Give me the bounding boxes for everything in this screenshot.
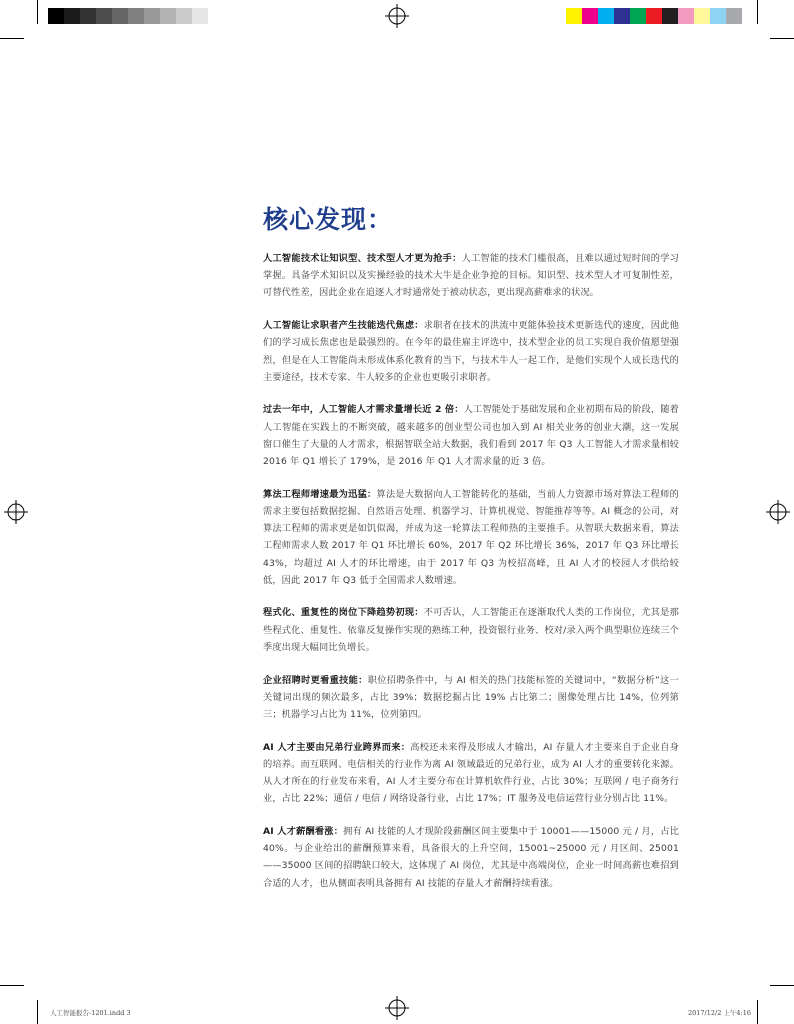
crop-mark — [37, 0, 38, 24]
finding-lead: 人工智能让求职者产生技能迭代焦虑： — [263, 320, 424, 332]
registration-mark-icon — [766, 500, 790, 524]
color-swatch — [614, 8, 630, 24]
color-swatch — [582, 8, 598, 24]
color-swatch — [144, 8, 160, 24]
registration-mark-icon — [4, 500, 28, 524]
crop-mark — [0, 38, 24, 39]
color-swatch — [128, 8, 144, 24]
color-swatch — [662, 8, 678, 24]
finding-paragraph — [263, 317, 679, 386]
crop-mark — [770, 985, 794, 986]
registration-mark-icon — [385, 996, 409, 1020]
color-swatch — [678, 8, 694, 24]
finding-paragraph — [263, 604, 679, 656]
registration-mark-icon — [385, 4, 409, 28]
finding-body: 拥有 AI 技能的人才现阶段薪酬区间主要集中于 10001——15000 元 / 月，占比 40%。与企业给出的薪酬预算来看，具备很大的上升空间，15001~25000 元 / 月区间、25001——35000 区间的招聘缺口较大，这体现了 AI 岗位，尤其是中高端岗位，企业一时间高薪也难招到合适的人才，也从侧面表明具备拥有 AI 技能的存量人才薪酬持续看涨。 — [263, 825, 679, 889]
finding-body: 不可否认，人工智能正在逐渐取代人类的工作岗位，尤其是那些程式化、重复性、依靠反复操作实现的熟练工种，投资银行业务、校对/录入两个典型职位连续三个季度出现大幅同比负增长。 — [263, 607, 679, 653]
finding-paragraph — [263, 401, 679, 470]
print-slug-filename: 人工智能报告-1201.indd 3 — [50, 1009, 131, 1017]
key-findings-section — [263, 200, 679, 907]
color-swatch — [694, 8, 710, 24]
page-title: 核心发现： — [263, 205, 394, 234]
color-swatch — [80, 8, 96, 24]
color-swatch — [48, 8, 64, 24]
finding-lead: AI 人才主要由兄弟行业跨界而来： — [263, 741, 411, 753]
grayscale-color-bar — [48, 8, 208, 24]
finding-body: 职位招聘条件中，与 AI 相关的热门技能标签的关键词中，“数据分析”这一关键词出现的频次最多，占比 39%；数据挖掘占比 19% 占比第二；图像处理占比 14%，位列第三；机器学习占比为 11%，位列第四。 — [263, 674, 679, 720]
finding-body: 求职者在技术的洪流中更能体验技术更新迭代的速度，因此他们的学习成长焦虑也是最强烈的。在今年的最佳雇主评选中，技术型企业的员工实现自我价值愿望强烈，但是在人工智能尚未形成体系化教育的当下，与技术牛人一起工作，是他们实现个人成长迭代的主要途径，技术专家、牛人较多的企业也更吸引求职者。 — [263, 320, 679, 383]
color-swatch — [646, 8, 662, 24]
finding-paragraph — [263, 823, 679, 892]
finding-body: 人工智能处于基础发展和企业初期布局的阶段，随着人工智能在实践上的不断突破，越来越多的创业型公司也加入到 AI 相关业务的创业大潮，这一发展窗口催生了大量的人才需求，根据智联全站大数据，我们看到 2017 年 Q3 人工智能人才需求量相较 2016 年 Q1 增长了 179%，是 2016 年 Q1 人才需求量的近 3 倍。 — [263, 404, 679, 468]
color-swatch — [726, 8, 742, 24]
finding-body: 人工智能的技术门槛很高，且难以通过短时间的学习掌握。具备学术知识以及实操经验的技术大牛是企业争抢的目标。知识型、技术型人才可复制性差，可替代性差，因此企业在追逐人才时通常处于被动状态，更出现高薪难求的状况。 — [263, 253, 680, 299]
finding-body: 高校还未来得及形成人才输出，AI 存量人才主要来自于企业自身的培养。而互联网、电信相关的行业作为离 AI 领域最近的兄弟行业，成为 AI 人才的重要转化来源。从人才所在的行业发布来看，AI 人才主要分布在计算机软件行业，占比 30%；互联网 / 电子商务行业，占比 22%；通信 / 电信 / 网络设备行业，占比 17%；IT 服务及电信运营行业分别占比 11%。 — [263, 741, 679, 805]
color-swatch — [64, 8, 80, 24]
finding-lead: 企业招聘时更看重技能： — [263, 674, 368, 686]
color-swatch — [160, 8, 176, 24]
finding-paragraph — [263, 486, 679, 589]
finding-lead: AI 人才薪酬看涨： — [263, 825, 344, 837]
crop-mark — [0, 985, 24, 986]
color-swatch — [176, 8, 192, 24]
finding-lead: 程式化、重复性的岗位下降趋势初现： — [263, 607, 424, 619]
finding-lead: 过去一年中，人工智能人才需求量增长近 2 倍： — [263, 404, 464, 416]
crop-mark — [770, 38, 794, 39]
color-swatch — [96, 8, 112, 24]
color-swatch — [566, 8, 582, 24]
finding-paragraph — [263, 250, 679, 302]
print-slug-timestamp: 2017/12/2 上午4:16 — [688, 1009, 751, 1017]
crop-mark — [757, 1000, 758, 1024]
finding-paragraph — [263, 739, 679, 808]
finding-body: 算法是大数据向人工智能转化的基础，当前人力资源市场对算法工程师的需求主要包括数据挖掘、自然语言处理、机器学习、计算机视觉、智能推荐等等。AI 概念的公司，对算法工程师的需求更是如饥似渴，并成为这一轮算法工程师热的主要推手。从智联大数据来看，算法工程师需求人数 2017 年 Q1 环比增长 60%，2017 年 Q2 环比增长 36%，2017 年 Q3 环比增长 43%，均超过 AI 人才的环比增速，由于 2017 年 Q3 为校招高峰，且 AI 人才的校园人才供给较低，因此 2017 年 Q3 低于全国需求人数增速。 — [263, 488, 679, 586]
finding-lead: 算法工程师增速最为迅猛： — [263, 488, 377, 500]
color-swatch — [598, 8, 614, 24]
color-swatch — [192, 8, 208, 24]
finding-paragraph — [263, 672, 679, 724]
color-swatch — [710, 8, 726, 24]
color-swatch — [630, 8, 646, 24]
finding-lead: 人工智能技术让知识型、技术型人才更为抢手： — [263, 253, 462, 264]
crop-mark — [757, 0, 758, 24]
crop-mark — [37, 1000, 38, 1024]
color-swatch — [112, 8, 128, 24]
process-color-bar — [566, 8, 742, 24]
